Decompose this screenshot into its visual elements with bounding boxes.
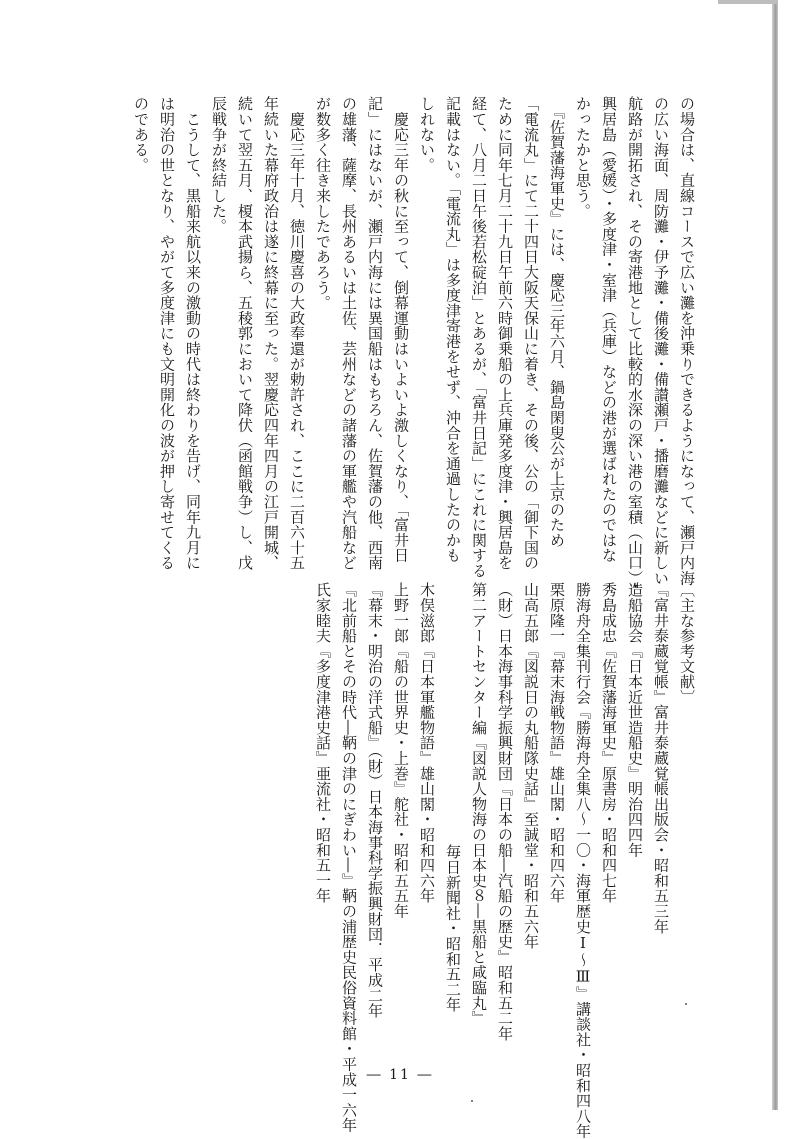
reference-line: 造船協会『日本近世造船史』明治四四年 — [626, 582, 644, 858]
reference-line: 『富井泰蔵覚帳』富井泰蔵覚帳出版会・昭和五三年 — [652, 582, 670, 934]
body-line: の場合は、直線コースで広い灘を沖乗りできるようになって、瀬戸内海 — [678, 96, 696, 586]
body-line: しれない。 — [418, 96, 436, 173]
body-text — [128, 96, 700, 594]
body-line: 続いて翌五月、榎本武揚ら、五稜郭において降伏（函館戦争）し、戊 — [236, 96, 254, 571]
references-heading: 〔主な参考文献〕 — [678, 582, 696, 705]
body-line: 年続いた幕府政治は遂に終幕に至った。翌慶応四年四月の江戸開城、 — [262, 96, 280, 571]
body-line: 記」にはないが、瀬戸内海には異国船はもちろん、佐賀藩の他、西南 — [366, 96, 384, 571]
scan-speck — [685, 1003, 687, 1005]
page-number: ― 11 ― — [366, 1067, 434, 1083]
reference-line: 秀島成忠『佐賀藩海軍史』原書房・昭和四七年 — [600, 582, 618, 904]
reference-line: 栗原隆一『幕末海戦物語』雄山閣・昭和四六年 — [548, 582, 566, 904]
reference-line: 『北前船とその時代―鞆の津のにぎわい―』鞆の浦歴史民俗資料館・平成一六年 — [340, 582, 358, 1133]
body-line: が数多く往き来したであろう。 — [314, 96, 332, 311]
body-line: は明治の世となり、やがて多度津にも文明開化の波が押し寄せてくる — [158, 96, 176, 571]
reference-line: 『幕末・明治の洋式船』（財）日本海事科学振興財団．平成二年 — [366, 582, 384, 1019]
body-line: のである。 — [132, 96, 150, 173]
body-line: 『佐賀藩海軍史』には、慶応三年六月、鍋島閑叟公が上京のため — [548, 96, 566, 548]
body-line: 経て、八月二日午後若松碇泊」とあるが、「富井日記」にこれに関する — [470, 96, 488, 579]
body-line: 辰戦争が終結した。 — [210, 96, 228, 234]
reference-line: 毎日新聞社・昭和五二年 — [444, 843, 462, 1012]
scan-speck — [471, 1100, 473, 1102]
reference-line: 木俣滋郎『日本軍艦物語』雄山閣・昭和四六年 — [418, 582, 436, 904]
body-line: こうして、黒船来航以来の激動の時代は終わりを告げ、同年九月に — [184, 96, 202, 571]
body-line: 興居島（愛媛）・多度津・室津（兵庫）などの港が選ばれたのではな — [600, 96, 618, 563]
scan-edge-line — [772, 0, 778, 1110]
reference-line: 氏家睦夫『多度津港史話』亜流社・昭和五一年 — [314, 582, 332, 904]
reference-line: 上野一郎『船の世界史・上巻』舵社・昭和五五年 — [392, 582, 410, 919]
reference-line: 山高五郎『図説日の丸船隊史話』至誠堂・昭和五六年 — [522, 582, 540, 950]
body-line: 慶応三年の秋に至って、倒幕運動はいよいよ激しくなり、「富井日 — [392, 96, 410, 563]
body-line: 慶応三年十月、徳川慶喜の大政奉還が勅許され、ここに二百六十五 — [288, 96, 306, 571]
scan-edge-top — [718, 0, 778, 4]
body-line: 記載はない。「電流丸」は多度津寄港をせず、沖合を通過したのかも — [444, 96, 462, 563]
reference-line: 第二アートセンター編『図説人物海の日本史８―黒船と咸臨丸』 — [470, 582, 488, 1026]
body-line: の雄藩、薩摩、長州あるいは土佐、芸州などの諸藩の軍艦や汽船など — [340, 96, 358, 571]
body-line: 「電流丸」にて二十四日大阪天保山に着き、その後、公の「御下国の — [522, 96, 540, 571]
body-line: ために同年七月二十九日午前六時御乗船の上兵庫発多度津・興居島を — [496, 96, 514, 571]
body-line: の広い海面、周防灘・伊予灘・備後灘・備讃瀬戸・播磨灘などに新しい — [652, 96, 670, 586]
reference-line: 勝海舟全集刊行会『勝海舟全集八〜一〇・海軍歴史Ⅰ〜Ⅲ』講談社・昭和四八年 — [574, 582, 592, 1139]
body-line: かったかと思う。 — [574, 96, 592, 219]
reference-line: （財）日本海事科学振興財団『日本の船―汽船の歴史』昭和五二年 — [496, 582, 514, 1041]
body-line: 航路が開拓され、その寄港地として比較的水深の深い港の室積（山口）・ — [626, 96, 644, 594]
